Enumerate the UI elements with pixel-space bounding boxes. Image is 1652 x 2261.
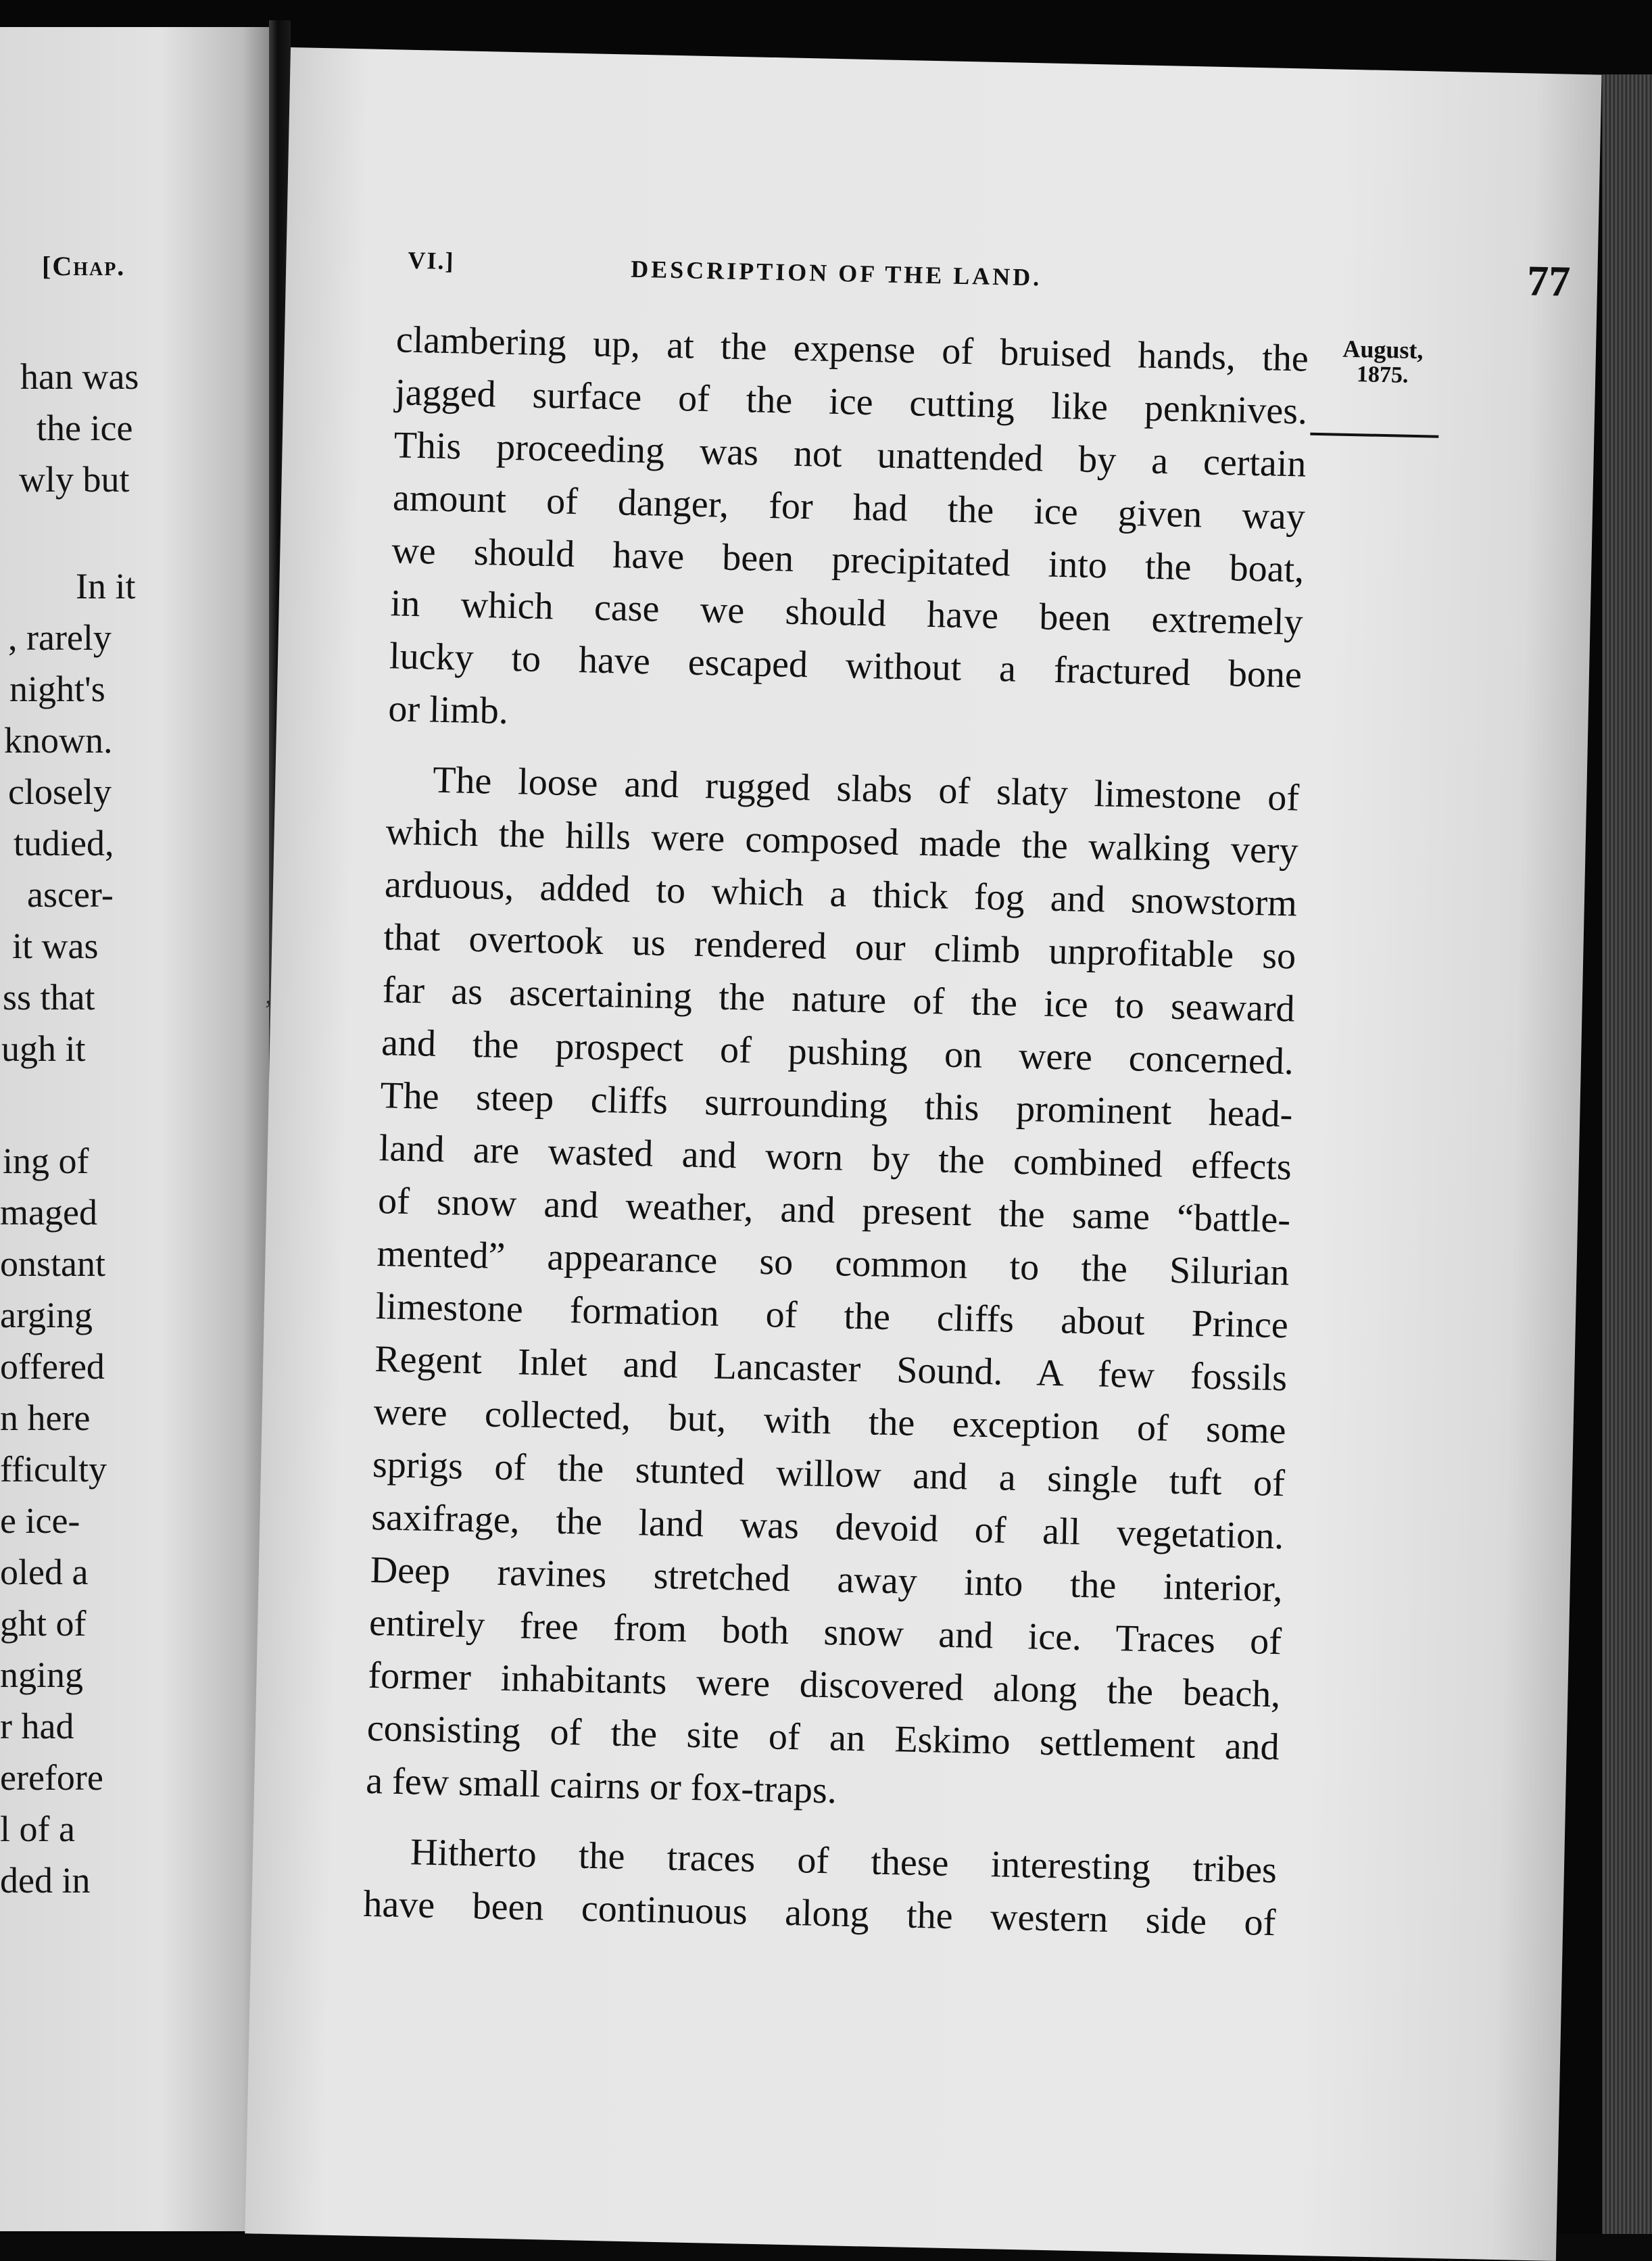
text-line: jagged surface of the ice cutting like penknives. xyxy=(394,371,1308,433)
left-line: oled a xyxy=(0,1552,89,1592)
left-line: known. xyxy=(4,720,113,761)
left-line: han was xyxy=(20,356,139,397)
text-line: limestone formation of the cliffs about Prince xyxy=(375,1285,1289,1347)
text-line: former inhabitants were discovered along the beach, xyxy=(367,1654,1281,1716)
running-head-title: DESCRIPTION OF THE LAND. xyxy=(630,255,1042,291)
ink-speck: ’ xyxy=(263,994,273,1025)
left-line: wly but xyxy=(19,459,130,500)
body-text xyxy=(363,313,1309,1949)
text-line: Deep ravines stretched away into the interior, xyxy=(370,1548,1284,1611)
left-line: fficulty xyxy=(0,1449,107,1490)
left-line: ss that xyxy=(3,977,95,1018)
left-line: e ice- xyxy=(0,1500,80,1541)
text-line: that overtook us rendered our climb unprofitable so xyxy=(383,916,1296,978)
text-line: we should have been precipitated into the boat, xyxy=(391,529,1305,591)
margin-date-year: 1875. xyxy=(1356,362,1409,388)
right-page xyxy=(245,47,1601,2261)
text-line: saxifrage, the land was devoid of all vegetation. xyxy=(370,1496,1284,1558)
left-line: offered xyxy=(0,1346,105,1387)
left-page xyxy=(0,27,269,2231)
text-line: The steep cliffs surrounding this prominent head- xyxy=(379,1074,1293,1136)
text-line: have been continuous along the western side of xyxy=(362,1882,1276,1945)
left-line: maged xyxy=(0,1192,97,1233)
text-line: far as ascertaining the nature of the ice to seaward xyxy=(382,969,1296,1030)
left-line: ing of xyxy=(3,1141,89,1181)
margin-date-note xyxy=(1325,334,1441,389)
text-line: arduous, added to which a thick fog and snowstorm xyxy=(384,863,1298,925)
text-line: consisting of the site of an Eskimo settlement and xyxy=(366,1707,1280,1769)
left-line: In it xyxy=(76,566,136,606)
text-line: This proceeding was not unattended by a certain xyxy=(393,424,1307,485)
left-line: onstant xyxy=(0,1243,105,1284)
left-line: ascer- xyxy=(27,874,114,915)
text-line: amount of danger, for had the ice given way xyxy=(392,477,1306,538)
left-running-head: [Chap. xyxy=(42,251,126,281)
text-line: sprigs of the stunted willow and a single tuft of xyxy=(372,1444,1286,1505)
left-line: erefore xyxy=(0,1757,103,1798)
left-line: n here xyxy=(0,1398,91,1438)
left-line: ded in xyxy=(0,1860,91,1901)
text-line: land are wasted and worn by the combined effects xyxy=(379,1127,1292,1189)
text-line: clambering up, at the expense of bruised hands, the xyxy=(395,318,1309,380)
left-line: the ice xyxy=(37,408,133,448)
text-line: of snow and weather, and present the same “battle- xyxy=(377,1180,1291,1241)
running-head xyxy=(407,219,1571,325)
left-line: l of a xyxy=(0,1809,75,1849)
text-line: The loose and rugged slabs of slaty limestone of xyxy=(432,759,1300,819)
margin-date-month: August, xyxy=(1342,335,1424,364)
left-line: , rarely xyxy=(8,617,112,658)
left-line: tudied, xyxy=(14,823,114,863)
left-line: r had xyxy=(0,1706,74,1746)
margin-note-rule xyxy=(1310,433,1438,438)
page-stack-edge xyxy=(1602,74,1652,2234)
text-line: lucky to have escaped without a fractured bone xyxy=(389,635,1303,696)
left-line: night's xyxy=(9,669,105,709)
left-line: closely xyxy=(8,771,112,812)
text-line: in which case we should have been extremely xyxy=(390,582,1304,644)
left-line: it was xyxy=(12,926,99,966)
text-line: Hitherto the traces of these interesting tribes xyxy=(410,1831,1278,1892)
text-line: were collected, but, with the exception of some xyxy=(373,1391,1287,1452)
left-line: ght of xyxy=(0,1603,87,1644)
left-line: arging xyxy=(0,1295,93,1335)
text-line: Regent Inlet and Lancaster Sound. A few fossils xyxy=(374,1338,1288,1400)
text-line: which the hills were composed made the walking very xyxy=(385,811,1299,872)
text-line: a few small cairns or fox-traps. xyxy=(365,1759,837,1812)
text-line: mented” appearance so common to the Silurian xyxy=(376,1233,1290,1294)
text-line: and the prospect of pushing on were concerned. xyxy=(381,1022,1294,1083)
page-number: 77 xyxy=(1526,256,1571,306)
left-line: ugh it xyxy=(1,1028,86,1069)
text-line: or limb. xyxy=(387,688,509,732)
running-head-chapter: VI.] xyxy=(408,246,455,275)
text-line: entirely free from both snow and ice. Traces of xyxy=(368,1601,1282,1663)
left-line: nging xyxy=(0,1655,84,1695)
